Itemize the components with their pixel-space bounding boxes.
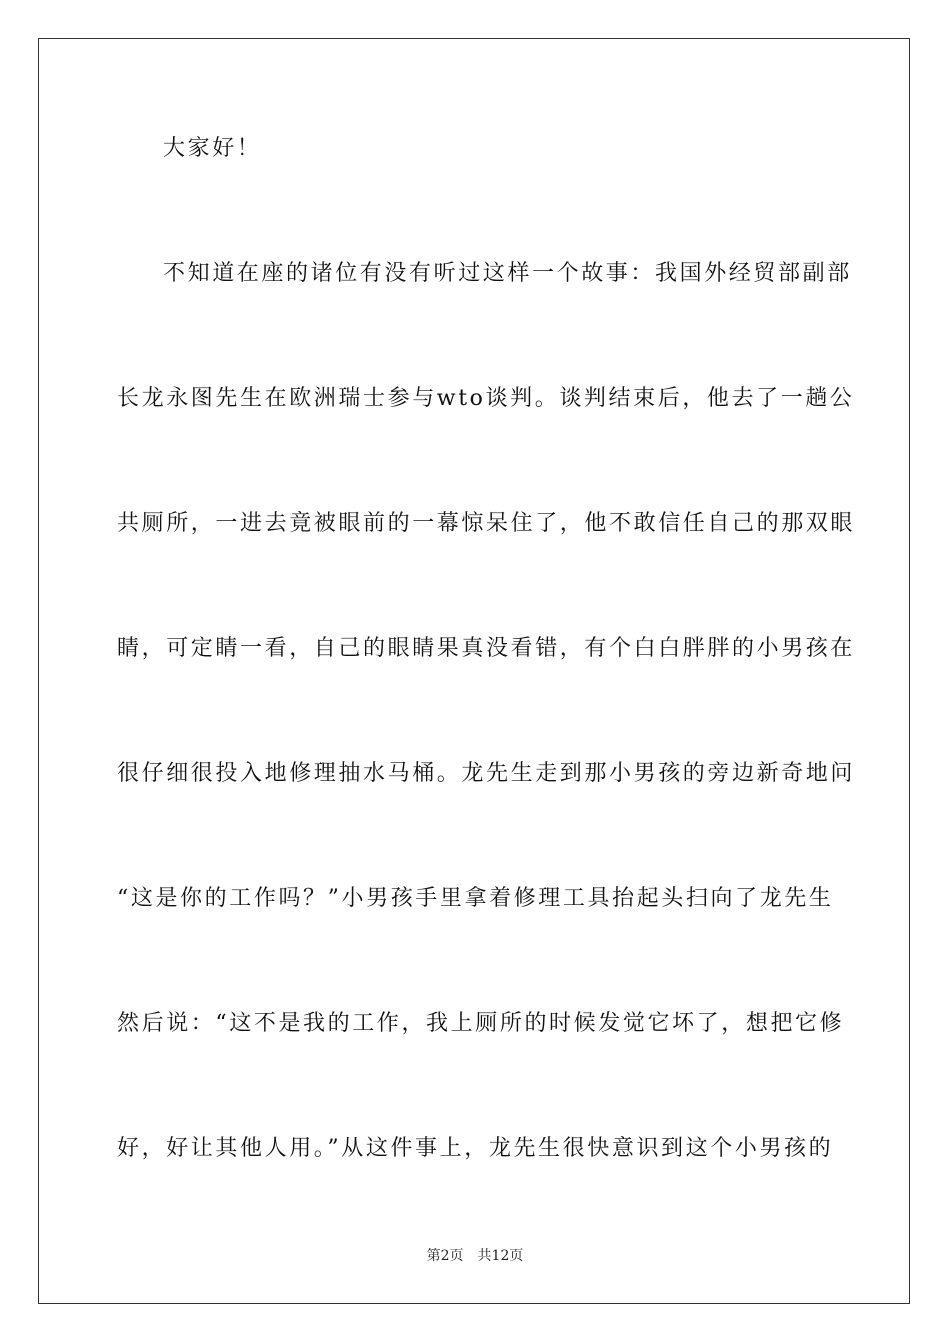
- greeting-line: 大家好！: [163, 136, 262, 161]
- paragraph-line-7: 然后说：“这不是我的工作，我上厕所的时候发觉它坏了，想把它修: [117, 1011, 845, 1036]
- page-total: 共12页: [477, 1248, 524, 1264]
- paragraph-line-5: 很仔细很投入地修理抽水马桶。龙先生走到那小男孩的旁边新奇地问: [117, 761, 856, 786]
- paragraph-line-2: 长龙永图先生在欧洲瑞士参与wto谈判。谈判结束后，他去了一趟公: [117, 386, 855, 411]
- paragraph-line-1: 不知道在座的诸位有没有听过这样一个故事：我国外经贸部副部: [163, 261, 852, 286]
- paragraph-line-8: 好，好让其他人用。”从这件事上，龙先生很快意识到这个小男孩的: [117, 1136, 834, 1161]
- page-number: 第2页: [426, 1248, 464, 1264]
- paragraph-line-3: 共厕所，一进去竟被眼前的一幕惊呆住了，他不敢信任自己的那双眼: [117, 511, 856, 536]
- paragraph-line-4: 睛，可定睛一看，自己的眼睛果真没看错，有个白白胖胖的小男孩在: [117, 636, 856, 661]
- page-border: [38, 38, 910, 1304]
- paragraph-line-6: “这是你的工作吗？”小男孩手里拿着修理工具抬起头扫向了龙先生: [117, 886, 834, 911]
- page-footer: [0, 1247, 950, 1265]
